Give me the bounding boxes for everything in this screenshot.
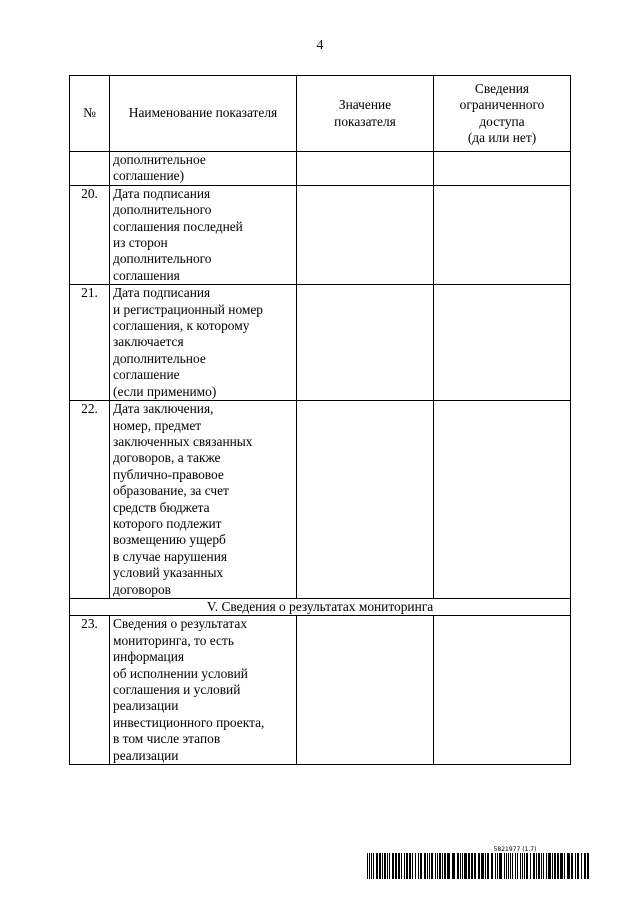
table-header-row (70, 76, 571, 152)
table-row (70, 185, 571, 284)
table-row (70, 401, 571, 599)
page-number: 4 (316, 38, 324, 53)
indicators-table (69, 75, 571, 765)
section-heading-row (70, 598, 571, 615)
row-number (70, 152, 110, 186)
row-indicator-name: Сведения о результатах мониторинга, то есть информация об исполнении условий соглашения и условий реализации инвестиционного проекта, в том числе этапов реализации (110, 616, 297, 765)
barcode-image (367, 853, 589, 879)
header-restricted-access: Сведения ограниченного доступа (да или нет) (434, 76, 571, 152)
table-row (70, 285, 571, 401)
row-restricted-cell (434, 401, 571, 599)
row-number: 23. (70, 616, 110, 765)
row-value-cell (297, 401, 434, 599)
section-title: V. Сведения о результатах мониторинга (70, 598, 571, 615)
row-number: 21. (70, 285, 110, 401)
row-restricted-cell (434, 285, 571, 401)
header-indicator-name: Наименование показателя (110, 76, 297, 152)
row-indicator-name: Дата подписания дополнительного соглашения последней из сторон дополнительного соглашения (110, 185, 297, 284)
row-indicator-name: дополнительное соглашение) (110, 152, 297, 186)
row-indicator-name: Дата подписания и регистрационный номер соглашения, к которому заключается дополнительное соглашение (если применимо) (110, 285, 297, 401)
row-value-cell (297, 152, 434, 186)
row-value-cell (297, 285, 434, 401)
row-number: 20. (70, 185, 110, 284)
row-indicator-name: Дата заключения, номер, предмет заключенных связанных договоров, а также публично-правовое образование, за счет средств бюджета которого подлежит возмещению ущерб в случае нарушения условий указанных договоров (110, 401, 297, 599)
row-restricted-cell (434, 152, 571, 186)
barcode-label: 5821977 (1.7) (493, 846, 537, 853)
row-restricted-cell (434, 185, 571, 284)
row-number: 22. (70, 401, 110, 599)
table-row (70, 152, 571, 186)
row-value-cell (297, 616, 434, 765)
table-row (70, 616, 571, 765)
header-number: № (70, 76, 110, 152)
row-restricted-cell (434, 616, 571, 765)
header-indicator-value: Значение показателя (297, 76, 434, 152)
row-value-cell (297, 185, 434, 284)
